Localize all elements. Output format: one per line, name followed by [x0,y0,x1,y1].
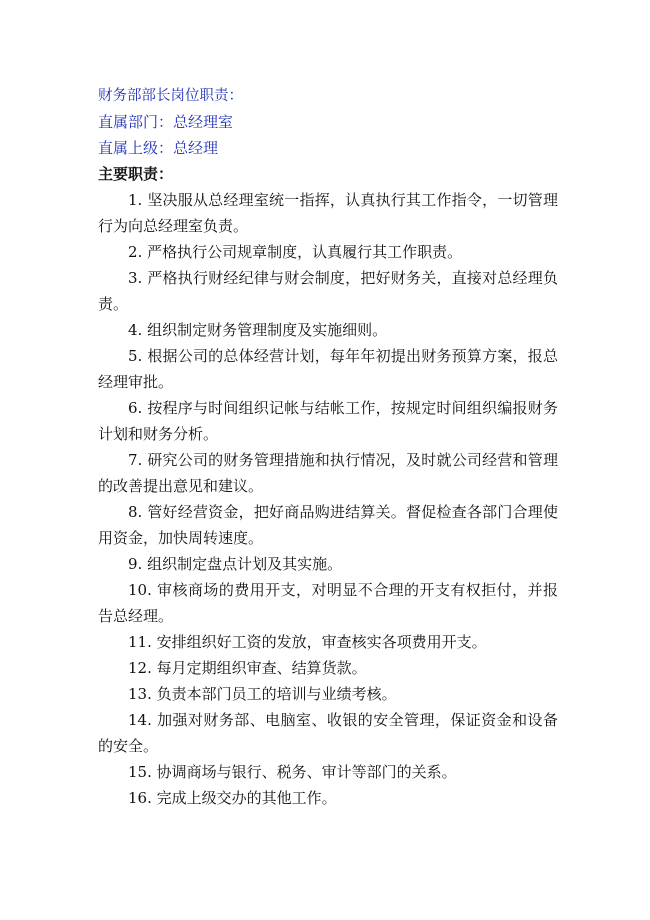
document-title: 财务部部长岗位职责： [98,88,243,104]
document-page [98,83,558,811]
duty-text: 严格执行公司规章制度，认真履行其工作职责。 [147,243,463,261]
duty-item [98,681,558,707]
duty-text: 坚决服从总经理室统一指挥，认真执行其工作指令，一切管理行为向总经理室负责。 [98,191,558,235]
duty-number: 1. [128,191,143,209]
duty-item [98,785,558,811]
duty-item [98,343,558,395]
duty-text: 严格执行财经纪律与财会制度，把好财务关，直接对总经理负责。 [98,269,558,313]
duty-number: 6. [128,399,143,417]
duty-number: 15. [128,763,152,781]
duty-number: 9. [128,555,143,573]
superior-label: 直属上级： [98,139,174,157]
duty-text: 安排组织好工资的发放，审查核实各项费用开支。 [156,633,487,651]
duty-number: 13. [128,685,152,703]
duty-number: 16. [128,789,152,807]
duty-item [98,239,558,265]
duty-text: 负责本部门员工的培训与业绩考核。 [156,685,397,703]
superior-line [98,135,558,161]
duties-list [98,187,558,811]
duty-number: 10. [128,581,152,599]
duty-text: 审核商场的费用开支，对明显不合理的开支有权拒付，并报告总经理。 [98,581,558,625]
duty-item [98,577,558,629]
department-line [98,109,558,135]
duty-number: 7. [128,451,143,469]
duty-item [98,759,558,785]
duty-text: 根据公司的总体经营计划，每年年初提出财务预算方案，报总经理审批。 [98,347,558,391]
duty-text: 协调商场与银行、税务、审计等部门的关系。 [156,763,457,781]
duty-number: 4. [128,321,143,339]
duty-text: 组织制定财务管理制度及实施细则。 [147,321,388,339]
duty-number: 12. [128,659,152,677]
duty-item [98,629,558,655]
duty-number: 11. [128,633,152,651]
duty-item [98,317,558,343]
duty-number: 14. [128,711,152,729]
duty-text: 按程序与时间组织记帐与结帐工作，按规定时间组织编报财务计划和财务分析。 [98,399,558,443]
duty-item [98,447,558,499]
duty-number: 8. [128,503,143,521]
duty-text: 研究公司的财务管理措施和执行情况，及时就公司经营和管理的改善提出意见和建议。 [98,451,558,495]
duty-item [98,655,558,681]
duty-text: 管好经营资金，把好商品购进结算关。督促检查各部门合理使用资金，加快周转速度。 [98,503,558,547]
department-value: 总经理室 [173,113,234,131]
duties-heading: 主要职责： [98,165,174,183]
duty-item [98,707,558,759]
duty-text: 完成上级交办的其他工作。 [156,789,337,807]
duty-text: 每月定期组织审查、结算货款。 [156,659,367,677]
duty-text: 加强对财务部、电脑室、收银的安全管理，保证资金和设备的安全。 [98,711,558,755]
duty-item [98,265,558,317]
duty-number: 5. [128,347,143,365]
duty-number: 2. [128,243,143,261]
department-label: 直属部门： [98,113,174,131]
duty-item [98,187,558,239]
superior-value: 总经理 [173,139,219,157]
duty-item [98,551,558,577]
duty-item [98,499,558,551]
duty-text: 组织制定盘点计划及其实施。 [147,555,343,573]
duty-number: 3. [128,269,143,287]
duty-item [98,395,558,447]
